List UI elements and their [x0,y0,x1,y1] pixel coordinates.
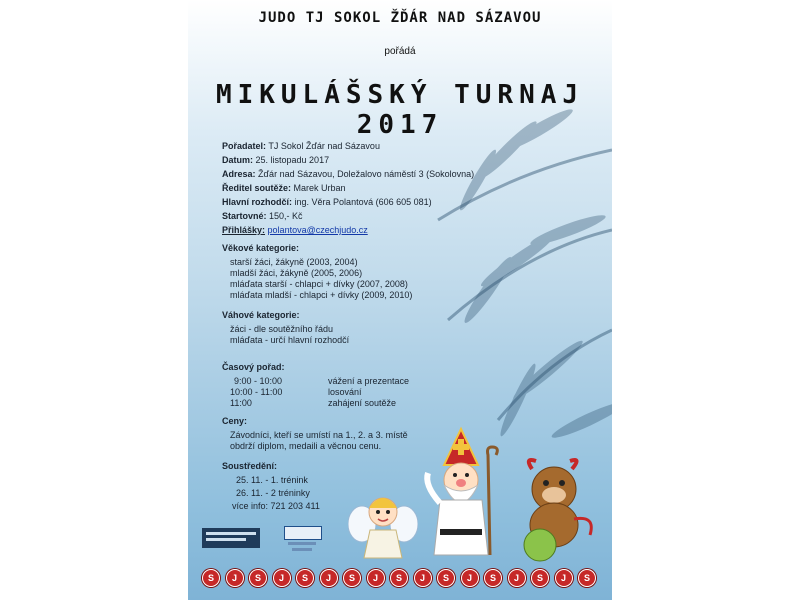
fee-label: Startovné: [222,211,267,221]
organizer-label: Pořadatel: [222,141,267,151]
sponsor-logo-center [282,526,322,556]
director-value: Marek Urban [293,183,346,193]
referee-label: Hlavní rozhodčí: [222,197,293,207]
club-badge-icon: S [296,569,314,587]
age-category-item: mláďata mladší - chlapci + dívky (2009, 2010) [230,290,413,300]
camp-heading: Soustředění: [222,461,278,471]
angel-illustration [348,480,418,560]
club-badge-icon: S [202,569,220,587]
camp-line: 26. 11. - 2 tréninky [236,488,310,498]
presents-text: pořádá [384,46,416,57]
prizes-text: Závodníci, kteří se umístí na 1., 2. a 3. místě [230,430,408,440]
fee-line [222,211,303,222]
club-badge-icon: J [320,569,338,587]
club-badge-icon: J [414,569,432,587]
poster [188,0,612,600]
schedule-time: 10:00 - 11:00 [230,387,283,397]
referee-value: ing. Věra Polantová (606 605 081) [294,197,432,207]
date-value: 25. listopadu 2017 [255,155,330,165]
event-title: MIKULÁŠSKÝ TURNAJ 2017 [215,80,585,140]
club-title: JUDO TJ SOKOL ŽĎÁR NAD SÁZAVOU [258,10,542,26]
registration-line [222,225,368,236]
club-badge-icon: S [343,569,361,587]
registration-label: Přihlášky: [222,225,266,235]
more-info-phone: více info: 721 203 411 [232,501,320,511]
saint-nicholas-illustration [416,425,506,560]
schedule-activity: losování [328,387,362,397]
club-badge-icon: S [531,569,549,587]
address-line [222,169,474,180]
club-badge-icon: S [578,569,596,587]
age-category-item: mladší žáci, žákyně (2005, 2006) [230,268,363,278]
prizes-text: obdrží diplom, medaili a věcnou cenu. [230,441,382,451]
devil-illustration [510,455,600,565]
schedule-activity: zahájení soutěže [328,398,397,408]
organizer-value: TJ Sokol Žďár nad Sázavou [268,141,380,151]
registration-email-link[interactable]: polantova@czechjudo.cz [267,225,368,235]
address-value: Žďár nad Sázavou, Doležalovo náměstí 3 (Sokolovna) [258,169,475,179]
weight-categories-heading: Váhové kategorie: [222,310,300,320]
fee-value: 150,- Kč [269,211,303,221]
sponsor-logo-left [202,528,260,548]
club-badge-icon: J [555,569,573,587]
camp-line: 25. 11. - 1. trénink [236,475,308,485]
club-badge-icon: J [226,569,244,587]
schedule-activity: vážení a prezentace [328,376,410,386]
referee-line [222,197,432,208]
club-badge-icon: J [273,569,291,587]
weight-category-item: mláďata - určí hlavní rozhodčí [230,335,350,345]
age-categories-heading: Věkové kategorie: [222,243,300,253]
club-badge-icon: J [508,569,526,587]
director-label: Ředitel soutěže: [222,183,292,193]
organizer-line [222,141,380,152]
schedule-time: 9:00 - 10:00 [234,376,283,386]
age-category-item: starší žáci, žákyně (2003, 2004) [230,257,358,267]
club-badge-icon: S [249,569,267,587]
club-badge-icon: J [461,569,479,587]
date-line [222,155,329,166]
prizes-heading: Ceny: [222,416,248,426]
director-line [222,183,346,194]
club-badge-icon: S [484,569,502,587]
schedule-heading: Časový pořad: [222,362,285,372]
date-label: Datum: [222,155,253,165]
weight-category-item: žáci - dle soutěžního řádu [230,324,334,334]
age-category-item: mláďata starší - chlapci + dívky (2007, 2008) [230,279,408,289]
club-badge-icon: S [390,569,408,587]
club-badge-icon: S [437,569,455,587]
club-badge-icon: J [367,569,385,587]
address-label: Adresa: [222,169,256,179]
schedule-time: 11:00 [230,398,252,408]
